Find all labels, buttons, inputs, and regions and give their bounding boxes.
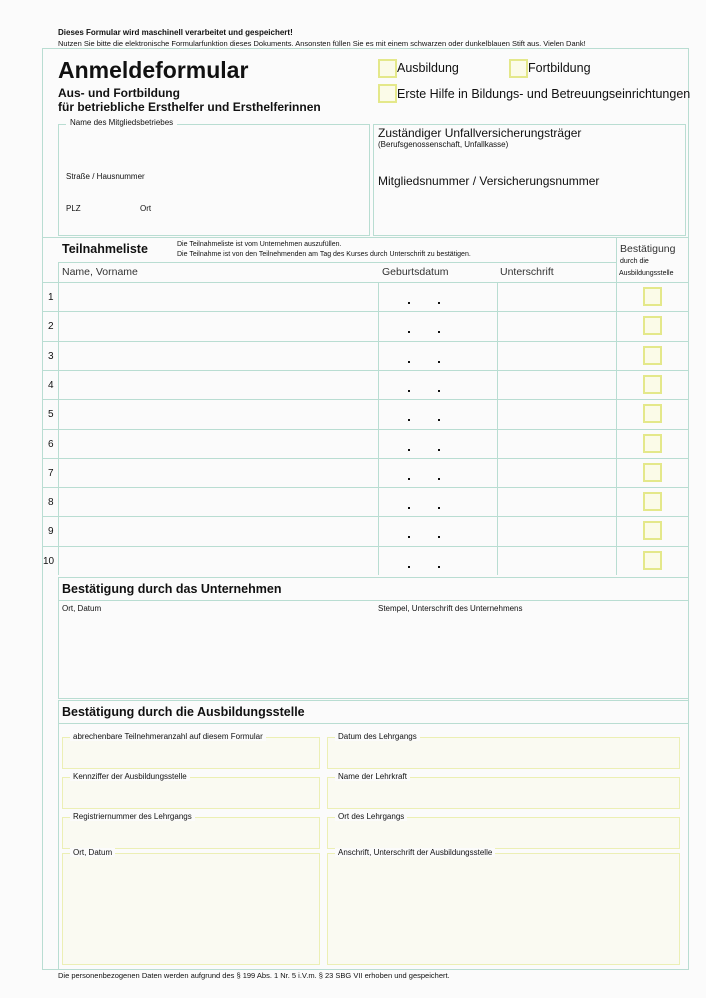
signature-input[interactable]	[499, 518, 614, 544]
birthdate-input[interactable]	[380, 431, 495, 457]
company-place-date-label[interactable]: Ort, Datum	[62, 604, 102, 613]
col-confirm-2: durch die	[620, 258, 649, 265]
member-number-label: Mitgliedsnummer / Versicherungsnummer	[378, 174, 600, 188]
page-title: Anmeldeformular	[58, 57, 249, 83]
birthdate-input[interactable]	[380, 489, 495, 515]
footer-note: Die personenbezogenen Daten werden aufgrund des § 199 Abs. 1 Nr. 5 i.V.m. § 23 SBG VII erhoben und gespeichert.	[58, 971, 450, 980]
confirm-checkbox[interactable]	[643, 463, 662, 482]
birthdate-input[interactable]	[380, 401, 495, 427]
option-ausbildung-label: Ausbildung	[397, 61, 459, 75]
name-input[interactable]	[60, 460, 376, 486]
training-field-label: Anschrift, Unterschrift der Ausbildungsstelle	[335, 848, 495, 857]
signature-input[interactable]	[499, 401, 614, 427]
name-input[interactable]	[60, 518, 376, 544]
company-stamp-label[interactable]: Stempel, Unterschrift des Unternehmens	[378, 604, 523, 613]
birthdate-input[interactable]	[380, 548, 495, 574]
col-confirm-1: Bestätigung	[620, 243, 676, 255]
confirm-checkbox[interactable]	[643, 316, 662, 335]
signature-input[interactable]	[499, 489, 614, 515]
col-signature: Unterschrift	[500, 266, 554, 278]
confirm-checkbox[interactable]	[643, 521, 662, 540]
training-field-label: Kennziffer der Ausbildungsstelle	[70, 772, 190, 781]
row-number: 2	[48, 321, 54, 333]
participants-note-1: Die Teilnahmeliste ist vom Unternehmen auszufüllen.	[177, 241, 342, 248]
confirm-checkbox[interactable]	[643, 404, 662, 423]
confirm-checkbox[interactable]	[643, 287, 662, 306]
signature-input[interactable]	[499, 431, 614, 457]
training-field-label: Ort des Lehrgangs	[335, 812, 407, 821]
confirm-checkbox[interactable]	[643, 375, 662, 394]
birthdate-input[interactable]	[380, 372, 495, 398]
training-confirm-title: Bestätigung durch die Ausbildungsstelle	[62, 705, 305, 719]
signature-input[interactable]	[499, 460, 614, 486]
signature-input[interactable]	[499, 548, 614, 574]
name-input[interactable]	[60, 431, 376, 457]
name-input[interactable]	[60, 489, 376, 515]
confirm-checkbox[interactable]	[643, 551, 662, 570]
company-name-label: Name des Mitgliedsbetriebes	[66, 118, 177, 127]
row-number: 4	[48, 379, 54, 391]
training-field[interactable]	[327, 777, 680, 809]
training-field[interactable]	[327, 853, 680, 965]
row-number: 10	[43, 555, 55, 567]
training-field-label: Ort, Datum	[70, 848, 115, 857]
row-number: 5	[48, 409, 54, 421]
training-field-label: Name der Lehrkraft	[335, 772, 410, 781]
insurance-hint: (Berufsgenossenschaft, Unfallkasse)	[378, 140, 509, 149]
training-field[interactable]	[62, 853, 320, 965]
confirm-checkbox[interactable]	[643, 346, 662, 365]
name-input[interactable]	[60, 343, 376, 369]
ort-label: Ort	[140, 204, 152, 213]
checkbox-fortbildung[interactable]	[509, 59, 528, 78]
subtitle-2: für betriebliche Ersthelfer und Ersthelferinnen	[58, 100, 321, 114]
row-number: 7	[48, 467, 54, 479]
participants-note-2: Die Teilnahme ist von den Teilnehmenden am Tag des Kurses durch Unterschrift zu bestätigen.	[177, 251, 471, 258]
training-field[interactable]	[327, 817, 680, 849]
row-number: 1	[48, 292, 54, 303]
checkbox-erste-hilfe[interactable]	[378, 84, 397, 103]
signature-input[interactable]	[499, 313, 614, 339]
training-field-label: Registriernummer des Lehrgangs	[70, 812, 195, 821]
name-input[interactable]	[60, 284, 376, 310]
row-number: 8	[48, 497, 54, 509]
insurance-title: Zuständiger Unfallversicherungsträger	[378, 126, 582, 140]
training-field[interactable]	[62, 777, 320, 809]
birthdate-input[interactable]	[380, 518, 495, 544]
birthdate-input[interactable]	[380, 313, 495, 339]
participants-title: Teilnahmeliste	[62, 242, 148, 256]
notice-line2: Nutzen Sie bitte die elektronische Formularfunktion dieses Dokuments. Ansonsten füllen Sie es mit einem schwarzen oder dunkelblauen Stift aus. Vielen Dank!	[58, 39, 586, 48]
street-label: Straße / Hausnummer	[66, 172, 145, 181]
name-input[interactable]	[60, 548, 376, 574]
signature-input[interactable]	[499, 284, 614, 310]
training-field-label: Datum des Lehrgangs	[335, 732, 420, 741]
option-erste-hilfe-label: Erste Hilfe in Bildungs- und Betreuungseinrichtungen	[397, 87, 691, 101]
training-field[interactable]	[327, 737, 680, 769]
name-input[interactable]	[60, 313, 376, 339]
col-name: Name, Vorname	[62, 266, 138, 278]
row-number: 6	[48, 438, 54, 450]
name-input[interactable]	[60, 401, 376, 427]
training-field[interactable]	[62, 817, 320, 849]
name-input[interactable]	[60, 372, 376, 398]
row-number: 3	[48, 350, 54, 362]
training-field-label: abrechenbare Teilnehmeranzahl auf diesem Formular	[70, 732, 266, 741]
subtitle-1: Aus- und Fortbildung	[58, 86, 180, 100]
birthdate-input[interactable]	[380, 284, 495, 310]
col-confirm-3: Ausbildungsstelle	[619, 270, 674, 277]
checkbox-ausbildung[interactable]	[378, 59, 397, 78]
training-field[interactable]	[62, 737, 320, 769]
confirm-checkbox[interactable]	[643, 434, 662, 453]
confirm-checkbox[interactable]	[643, 492, 662, 511]
col-birth: Geburtsdatum	[382, 266, 449, 278]
company-confirm-title: Bestätigung durch das Unternehmen	[62, 582, 282, 596]
birthdate-input[interactable]	[380, 343, 495, 369]
signature-input[interactable]	[499, 343, 614, 369]
row-number: 9	[48, 526, 54, 538]
option-fortbildung-label: Fortbildung	[528, 61, 591, 75]
plz-label: PLZ	[66, 204, 81, 213]
signature-input[interactable]	[499, 372, 614, 398]
notice-line1: Dieses Formular wird maschinell verarbeitet und gespeichert!	[58, 28, 293, 37]
birthdate-input[interactable]	[380, 460, 495, 486]
